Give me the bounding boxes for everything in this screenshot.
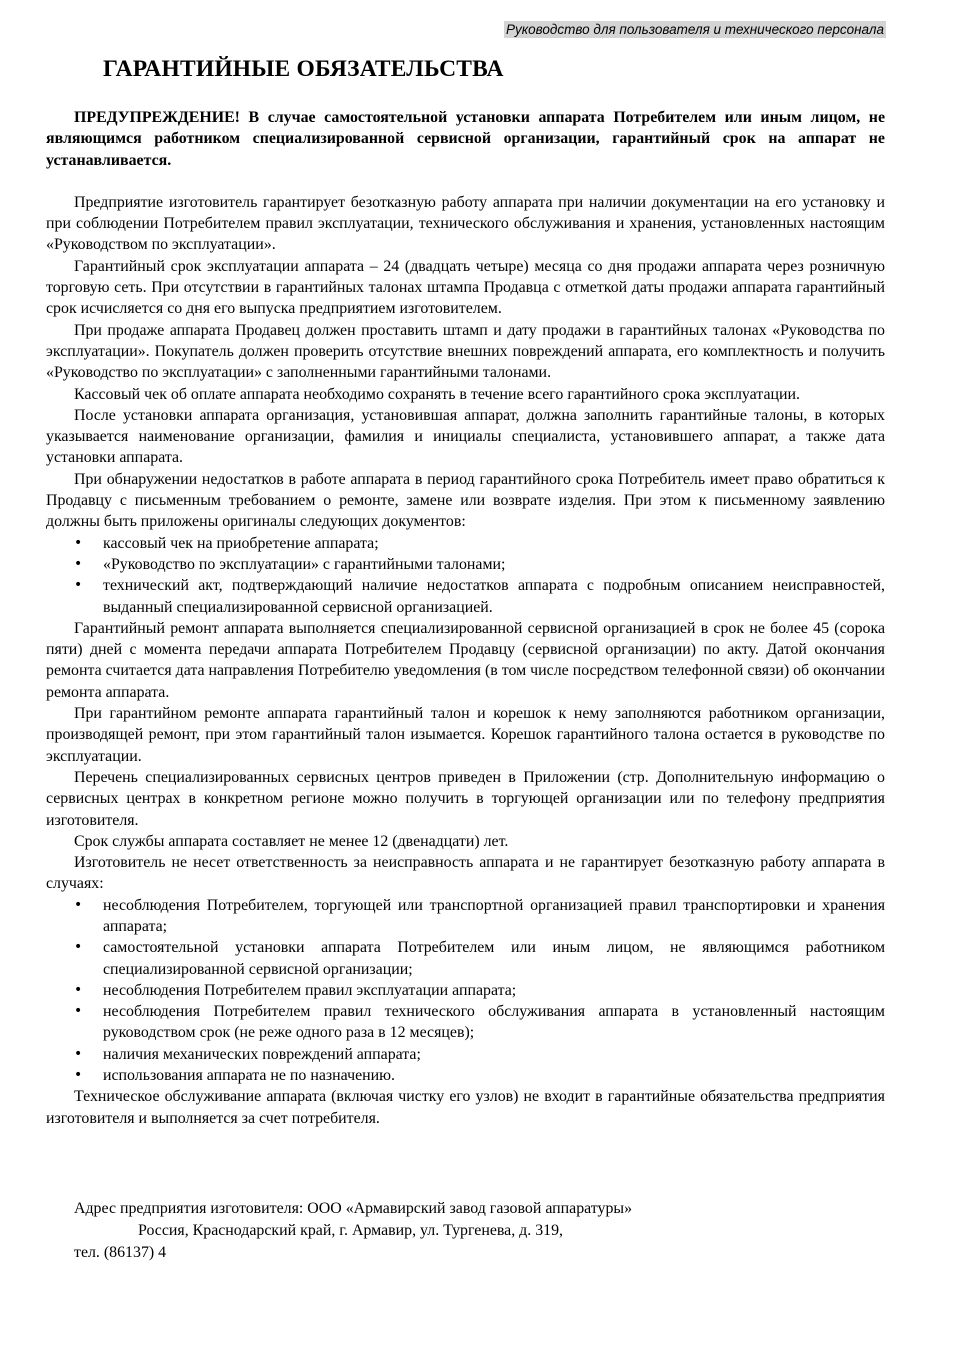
final-paragraph: Техническое обслуживание аппарата (включая чистку его узлов) не входит в гарантийные обязательства предприятия изготовителя и выполняется за счет потребителя. (46, 1088, 885, 1127)
paragraph: При обнаружении недостатков в работе аппарата в период гарантийного срока Потребитель имеет право обратиться к Продавцу с письменным требованием о ремонте, замене или возврате изделия. При этом к письменному заявлению должны быть приложены оригиналы следующих документов: (46, 470, 885, 531)
address-line: Россия, Краснодарский край, г. Армавир, ул. Тургенева, д. 319, (138, 1222, 564, 1239)
running-header: Руководство для пользователя и технического персонала (506, 22, 884, 37)
document-body (46, 107, 885, 1129)
address-line: Адрес предприятия изготовителя: ООО «Армавирский завод газовой аппаратуры» (74, 1200, 633, 1217)
list-item: • технический акт, подтверждающий наличие недостатков аппарата с подробным описанием неисправностей, выданный специализированной сервисной организацией. (46, 575, 885, 618)
phone-line: тел. (86137) 4 (74, 1244, 167, 1261)
list-item: • несоблюдения Потребителем правил технического обслуживания аппарата в установленный настоящим руководством срок (не реже одного раза в 12 месяцев); (46, 1001, 885, 1044)
paragraph: После установки аппарата организация, установившая аппарат, должна заполнить гарантийные талоны, в которых указывается наименование организации, фамилия и инициалы специалиста, установившего аппарат, а также дата установки аппарата. (46, 406, 885, 467)
warning-paragraph: ПРЕДУПРЕЖДЕНИЕ! В случае самостоятельной установки аппарата Потребителем или иным лицом, не являющимся работником специализированной сервисной организации, гарантийный срок на аппарат не устанавливается. (46, 109, 885, 169)
list-item: • использования аппарата не по назначению. (46, 1065, 885, 1086)
paragraph: При продаже аппарата Продавец должен проставить штамп и дату продажи в гарантийных талонах «Руководства по эксплуатации». Покупатель должен проверить отсутствие внешних повреждений аппарата, его комплектность и получить «Руководство по эксплуатации» с заполненными гарантийными талонами. (46, 321, 885, 382)
paragraph: Гарантийный ремонт аппарата выполняется специализированной сервисной организацией в срок не более 45 (сорока пяти) дней с момента передачи аппарата Потребителем Продавцу (сервисной организации) по акту. Датой окончания ремонта считается дата направления Потребителю уведомления (в том числе посредством телефонной связи) об окончании ремонта аппарата. (46, 619, 885, 701)
list-item: • самостоятельной установки аппарата Потребителем или иным лицом, не являющимся работником специализированной сервисной организации; (46, 937, 885, 980)
paragraph: Перечень специализированных сервисных центров приведен в Приложении (стр. Дополнительную информацию о сервисных центрах в конкретном регионе можно получить в торгующей организации или по телефону предприятия изготовителя. (46, 768, 885, 829)
page-title: ГАРАНТИЙНЫЕ ОБЯЗАТЕЛЬСТВА (103, 56, 504, 82)
list-item: • наличия механических повреждений аппарата; (46, 1044, 885, 1065)
paragraph: Кассовый чек об оплате аппарата необходимо сохранять в течение всего гарантийного срока эксплуатации. (74, 385, 800, 403)
paragraph: Предприятие изготовитель гарантирует безотказную работу аппарата при наличии документации на его установку и при соблюдении Потребителем правил эксплуатации, технического обслуживания и хранения, установленных настоящим «Руководством по эксплуатации». (46, 193, 885, 254)
documents-list (46, 533, 885, 618)
manufacturer-address (74, 1198, 632, 1264)
list-item: • кассовый чек на приобретение аппарата; (46, 533, 885, 554)
paragraph: Изготовитель не несет ответственность за неисправность аппарата и не гарантирует безотказную работу аппарата в случаях: (46, 854, 885, 893)
list-item: • несоблюдения Потребителем правил эксплуатации аппарата; (46, 980, 885, 1001)
paragraph: При гарантийном ремонте аппарата гарантийный талон и корешок к нему заполняются работником организации, производящей ремонт, при этом гарантийный талон изымается. Корешок гарантийного талона остается в руководстве по эксплуатации. (46, 705, 885, 765)
paragraph: Гарантийный срок эксплуатации аппарата – 24 (двадцать четыре) месяца со дня продажи аппарата через розничную торговую сеть. При отсутствии в гарантийных талонах штампа Продавца с отметкой даты продажи аппарата гарантийный срок исчисляется со дня его выпуска предприятием изготовителем. (46, 257, 885, 318)
cases-list (46, 895, 885, 1087)
paragraph: Срок службы аппарата составляет не менее 12 (двенадцати) лет. (74, 832, 509, 850)
list-item: • несоблюдения Потребителем, торгующей или транспортной организацией правил транспортировки и хранения аппарата; (46, 895, 885, 938)
list-item: • «Руководство по эксплуатации» с гарантийными талонами; (46, 554, 885, 575)
